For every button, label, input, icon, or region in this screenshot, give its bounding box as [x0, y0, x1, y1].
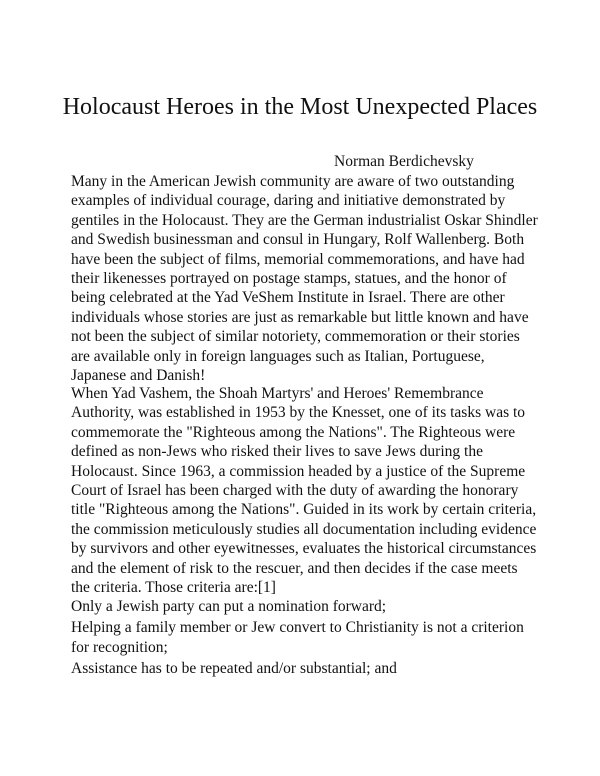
paragraph-yad-vashem: When Yad Vashem, the Shoah Martyrs' and Heroes' Remembrance Authority, was established in 1953 by the Knesset, one of its tasks was to commemorate the "Righteous among the Nations". The Righteous were defined as non-Jews who risked their lives to save Jews during the Holocaust. Since 1963, a commission headed by a justice of the Supreme Court of Israel has been charged with the duty of awarding the honorary title "Righteous among the Nations". Guided in its work by certain criteria, the commission meticulously studies all documentation including evidence by survivors and other eyewitnesses, evaluates the historical circumstances and the element of risk to the rescuer, and then decides if the case meets the criteria. Those criteria are:[1]: [71, 385, 537, 597]
paragraph-intro: Many in the American Jewish community are aware of two outstanding examples of individual courage, daring and initiative demonstrated by gentiles in the Holocaust. They are the German industrialist Oskar Shindler and Swedish businessman and consul in Hungary, Rolf Wallenberg. Both have been the subject of films, memorial commemorations, and have had their likenesses portrayed on postage stamps, statues, and the honor of being celebrated at the Yad VeShem Institute in Israel. There are other individuals whose stories are just as remarkable but little known and have not been the subject of similar notoriety, commemoration or their stories are available only in foreign languages such as Italian, Portuguese, Japanese and Danish!: [71, 173, 538, 385]
criteria-item: Helping a family member or Jew convert to Christianity is not a criterion for recognition;: [71, 619, 524, 656]
criteria-item: Assistance has to be repeated and/or substantial; and: [71, 660, 397, 678]
author-name: Norman Berdichevsky: [334, 153, 474, 170]
criteria-item: Only a Jewish party can put a nomination forward;: [71, 598, 387, 615]
criteria-list: [71, 597, 539, 681]
document-title: Holocaust Heroes in the Most Unexpected Places: [62, 94, 538, 120]
